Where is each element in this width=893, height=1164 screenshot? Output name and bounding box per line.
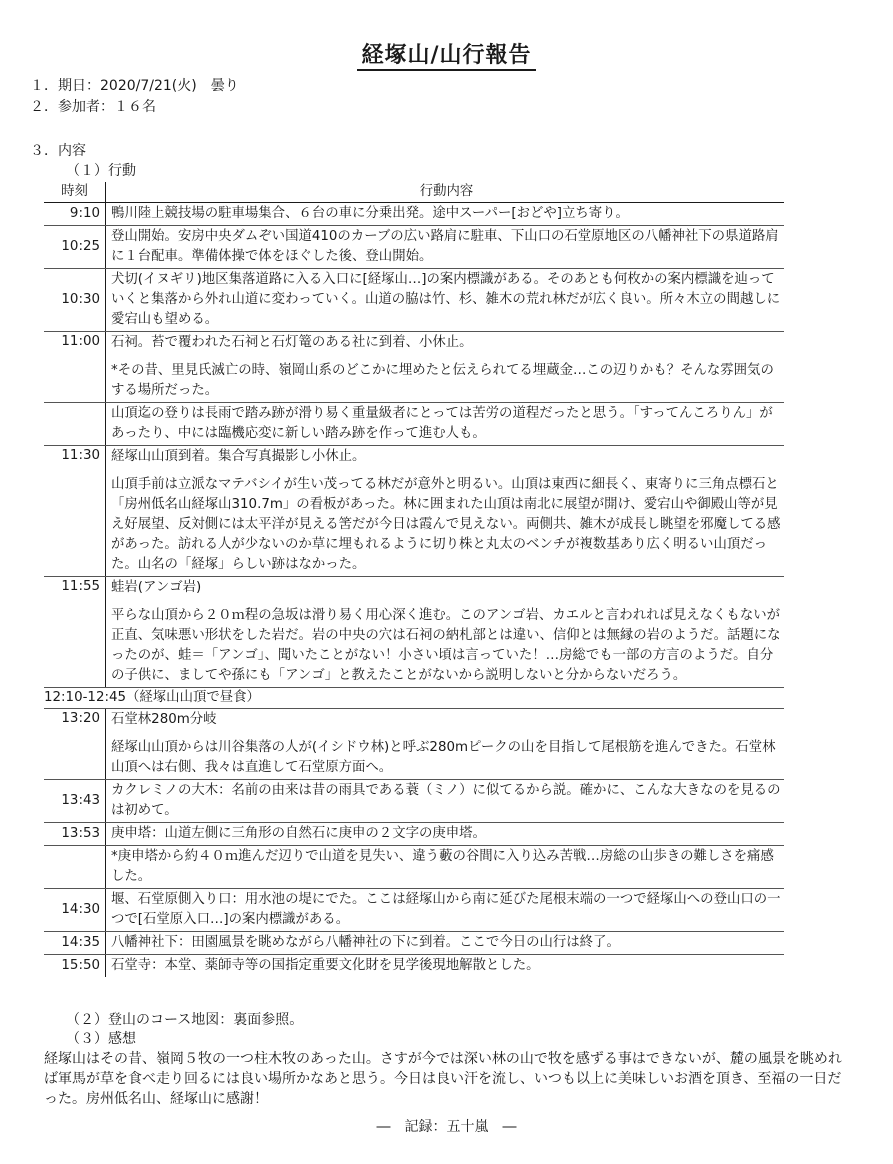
row-time: 9:10 <box>44 203 106 226</box>
row-time: 11:00 <box>44 332 106 403</box>
row-description <box>106 846 785 889</box>
row-text: 庚申塔：山道左側に三角形の自然石に庚申の２文字の庚申塔。 <box>111 826 486 841</box>
row-text: 山頂手前は立派なマテバシイが生い茂ってる林だが意外と明るい。山頂は東西に細長く、東寄りに三角点標石と「房州低名山経塚山310.7m」の看板があった。林に囲まれた山頂は南北に展望が開け、愛宕山や御殿山等が見え好展望、反対側には太平洋が見える筈だが今日は霞んで見えない。両側共、雑木が成長し眺望を邪魔してる感があった。訪れる人が少ないのか草に埋もれるように切り株と丸太のベンチが複数基あり広く明るい山頂だった。山名の「経塚」らしい跡はなかった。 <box>111 477 781 572</box>
row-description <box>106 955 785 978</box>
table-row <box>44 823 784 846</box>
row-text: カクレミノの大木：名前の由来は昔の雨具である蓑（ミノ）に似てるから説。確かに、こんな大きなのを見るのは初めて。 <box>111 783 781 818</box>
desc-column-header: 行動内容 <box>106 182 785 203</box>
row-description <box>106 932 785 955</box>
row-time: 14:30 <box>44 889 106 932</box>
row-time: 10:30 <box>44 269 106 332</box>
row-time <box>44 846 106 889</box>
row-time: 11:30 <box>44 446 106 577</box>
row-description <box>106 889 785 932</box>
row-time: 13:53 <box>44 823 106 846</box>
date-line: １．期日：2020/7/21(火) 曇り <box>30 78 239 94</box>
table-row <box>44 203 784 226</box>
content-heading: ３．内容 <box>30 143 86 159</box>
row-description <box>106 446 785 577</box>
row-text: 石祠。苔で覆われた石祠と石灯篭のある社に到着、小休止。 <box>111 335 473 350</box>
time-column-header: 時刻 <box>44 182 106 203</box>
table-row <box>44 889 784 932</box>
row-description <box>106 269 785 332</box>
row-text: 山頂迄の登りは長雨で踏み跡が滑り易く重量級者にとっては苦労の道程だったと思う。「すってんころりん」があったり、中には臨機応変に新しい踏み跡を作って進む人も。 <box>111 406 773 441</box>
lunch-text: 12:10-12:45（経塚山山頂で昼食） <box>44 688 784 709</box>
participants-line: ２．参加者：１６名 <box>30 99 156 115</box>
row-description <box>106 332 785 403</box>
table-row <box>44 955 784 978</box>
table-row <box>44 709 784 780</box>
table-row <box>44 226 784 269</box>
row-description <box>106 203 785 226</box>
row-text: 犬切(イヌギリ)地区集落道路に入る入口に[経塚山…]の案内標識がある。そのあとも何枚かの案内標識を辿っていくと集落から外れ山道に変わっていく。山道の脇は竹、杉、雑木の荒れ林だが広く良い。所々木立の間越しに愛宕山も望める。 <box>111 272 781 327</box>
impression-heading: （３）感想 <box>66 1031 136 1047</box>
row-text: 経塚山山頂到着。集合写真撮影し小休止。 <box>111 449 366 464</box>
row-description <box>106 780 785 823</box>
row-time: 13:20 <box>44 709 106 780</box>
row-text: 石堂寺：本堂、薬師寺等の国指定重要文化財を見学後現地解散とした。 <box>111 958 540 973</box>
row-text: 蛙岩(アンゴ岩) <box>111 580 202 595</box>
report-title: 経塚山/山行報告 <box>0 38 893 69</box>
row-text: *その昔、里見氏滅亡の時、嶺岡山系のどこかに埋めたと伝えられてる埋蔵金…この辺りかも？そんな雰囲気のする場所だった。 <box>111 363 774 398</box>
table-row <box>44 332 784 403</box>
row-text: 平らな山頂から２０ｍ程の急坂は滑り易く用心深く進む。このアンゴ岩、カエルと言われれば見えなくもないが正直、気味悪い形状をした岩だ。岩の中央の穴は石祠の納札部とは違い、信仰とは無縁の岩のようだ。話題になったのが、蛙＝「アンゴ」、聞いたことがない！小さい頃は言っていた！…房総でも一部の方言のようだ。自分の子供に、ましてや孫にも「アンゴ」と教えたことがないから説明しないと分からないだろう。 <box>111 608 781 683</box>
course-map-note: （２）登山のコース地図：裏面参照。 <box>66 1012 304 1028</box>
row-description <box>106 577 785 688</box>
row-time: 15:50 <box>61 958 100 973</box>
table-row <box>44 932 784 955</box>
row-time: 14:35 <box>44 932 106 955</box>
row-description <box>106 226 785 269</box>
table-row <box>44 577 784 688</box>
row-time: 13:43 <box>44 780 106 823</box>
table-row <box>44 403 784 446</box>
row-text: 八幡神社下：田園風景を眺めながら八幡神社の下に到着。ここで今日の山行は終了。 <box>111 935 620 950</box>
table-row <box>44 446 784 577</box>
row-description <box>106 403 785 446</box>
table-row <box>44 846 784 889</box>
table-row <box>44 269 784 332</box>
row-time: 10:25 <box>44 226 106 269</box>
activity-table <box>44 182 784 977</box>
impression-text: 経塚山はその昔、嶺岡５牧の一つ柱木牧のあった山。さすが今では深い林の山で牧を感ずる事はできないが、麓の風景を眺めれば軍馬が草を食べ走り回るには良い場所かなあと思う。今日は良い汗を流し、いつも以上に美味しいお酒を頂き、至福の一日だった。房州低名山、経塚山に感謝！ <box>44 1051 842 1107</box>
row-description <box>106 823 785 846</box>
row-text: 石堂林280m分岐 <box>111 712 217 727</box>
row-text: 鴨川陸上競技場の駐車場集合、６台の車に分乗出発。途中スーパー[おどや]立ち寄り。 <box>111 206 629 221</box>
row-text: 堰、石堂原側入り口：用水池の堤にでた。ここは経塚山から南に延びた尾根末端の一つで経塚山への登山口の一つで[石堂原入口…]の案内標識がある。 <box>111 892 781 927</box>
row-time <box>44 403 106 446</box>
row-time: 11:55 <box>44 577 106 688</box>
row-text: 経塚山山頂からは川谷集落の人が(イシドウ林)と呼ぶ280mピークの山を目指して尾根筋を進んできた。石堂林山頂へは右側、我々は直進して石堂原方面へ。 <box>111 740 776 775</box>
row-text: *庚申塔から約４０ｍ進んだ辺りで山道を見失い、違う藪の谷間に入り込み苦戦…房総の山歩きの難しさを痛感した。 <box>111 849 774 884</box>
table-header-row <box>44 182 784 203</box>
lunch-row <box>44 688 784 709</box>
activity-heading: （１）行動 <box>66 163 136 179</box>
table-row <box>44 780 784 823</box>
row-description <box>106 709 785 780</box>
signature: ― 記録：五十嵐 ― <box>376 1119 517 1135</box>
row-text: 登山開始。安房中央ダムぞい国道410のカーブの広い路肩に駐車、下山口の石堂原地区の八幡神社下の県道路肩に１台配車。準備体操で体をほぐした後、登山開始。 <box>111 229 779 264</box>
